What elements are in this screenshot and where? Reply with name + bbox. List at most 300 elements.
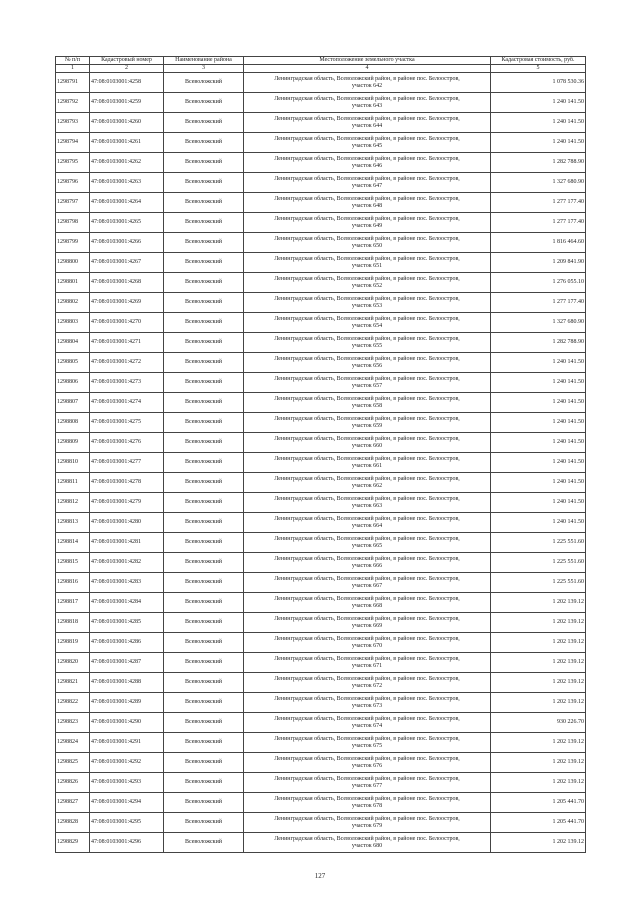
table-row <box>56 233 586 253</box>
cadastral-cost-cell: 1 202 139.12 <box>491 613 586 633</box>
location-line: Ленинградская область, Всеволожский район, в районе пос. Белоостров, <box>274 755 460 762</box>
location-cell <box>244 713 491 733</box>
location-line: Ленинградская область, Всеволожский район, в районе пос. Белоостров, <box>274 555 460 562</box>
row-number-cell: 1298818 <box>56 613 90 633</box>
location-plot-number: участок 673 <box>351 702 383 709</box>
location-plot-number: участок 669 <box>351 622 383 629</box>
cadastral-number-cell: 47:08:0103001:4276 <box>90 433 164 453</box>
location-line: Ленинградская область, Всеволожский район, в районе пос. Белоостров, <box>274 815 460 822</box>
location-line: Ленинградская область, Всеволожский район, в районе пос. Белоостров, <box>274 775 460 782</box>
location-plot-number: участок 663 <box>351 502 383 509</box>
district-name-cell: Всеволожский <box>164 353 244 373</box>
cadastral-number-cell: 47:08:0103001:4294 <box>90 793 164 813</box>
district-name-cell: Всеволожский <box>164 153 244 173</box>
cadastral-number-cell: 47:08:0103001:4281 <box>90 533 164 553</box>
table-row <box>56 733 586 753</box>
column-number-row <box>56 65 586 73</box>
location-plot-number: участок 668 <box>351 602 383 609</box>
cadastral-number-cell: 47:08:0103001:4262 <box>90 153 164 173</box>
row-number-cell: 1298811 <box>56 473 90 493</box>
column-number-cell: 2 <box>90 65 164 73</box>
table-row <box>56 153 586 173</box>
cadastral-cost-cell: 1 225 551.60 <box>491 573 586 593</box>
cadastral-cost-cell: 1 202 139.12 <box>491 693 586 713</box>
location-line: Ленинградская область, Всеволожский район, в районе пос. Белоостров, <box>274 75 460 82</box>
location-plot-number: участок 653 <box>351 302 383 309</box>
location-cell <box>244 653 491 673</box>
district-name-cell: Всеволожский <box>164 453 244 473</box>
location-cell <box>244 313 491 333</box>
row-number-cell: 1298828 <box>56 813 90 833</box>
table-row <box>56 773 586 793</box>
district-name-cell: Всеволожский <box>164 233 244 253</box>
district-name-cell: Всеволожский <box>164 713 244 733</box>
location-plot-number: участок 680 <box>351 842 383 849</box>
row-number-cell: 1298805 <box>56 353 90 373</box>
district-name-cell: Всеволожский <box>164 73 244 93</box>
row-number-cell: 1298825 <box>56 753 90 773</box>
district-name-cell: Всеволожский <box>164 673 244 693</box>
location-line: Ленинградская область, Всеволожский район, в районе пос. Белоостров, <box>274 735 460 742</box>
row-number-cell: 1298827 <box>56 793 90 813</box>
location-line: Ленинградская область, Всеволожский район, в районе пос. Белоостров, <box>274 795 460 802</box>
row-number-cell: 1298803 <box>56 313 90 333</box>
location-cell <box>244 753 491 773</box>
row-number-cell: 1298822 <box>56 693 90 713</box>
district-name-cell: Всеволожский <box>164 313 244 333</box>
location-plot-number: участок 675 <box>351 742 383 749</box>
table-row <box>56 833 586 853</box>
row-number-cell: 1298817 <box>56 593 90 613</box>
cadastral-number-cell: 47:08:0103001:4271 <box>90 333 164 353</box>
location-line: Ленинградская область, Всеволожский район, в районе пос. Белоостров, <box>274 375 460 382</box>
cadastral-cost-cell: 1 240 141.50 <box>491 453 586 473</box>
district-name-cell: Всеволожский <box>164 193 244 213</box>
cadastral-number-cell: 47:08:0103001:4272 <box>90 353 164 373</box>
table-row <box>56 573 586 593</box>
location-line: Ленинградская область, Всеволожский район, в районе пос. Белоостров, <box>274 835 460 842</box>
row-number-cell: 1298813 <box>56 513 90 533</box>
location-line: Ленинградская область, Всеволожский район, в районе пос. Белоостров, <box>274 255 460 262</box>
table-row <box>56 453 586 473</box>
column-number-cell: 1 <box>56 65 90 73</box>
cadastral-cost-cell: 1 240 141.50 <box>491 133 586 153</box>
table-row <box>56 633 586 653</box>
location-plot-number: участок 643 <box>351 102 383 109</box>
row-number-cell: 1298809 <box>56 433 90 453</box>
row-number-cell: 1298792 <box>56 93 90 113</box>
cadastral-cost-cell: 1 240 141.50 <box>491 393 586 413</box>
cadastral-cost-cell: 1 282 788.90 <box>491 153 586 173</box>
location-line: Ленинградская область, Всеволожский район, в районе пос. Белоостров, <box>274 435 460 442</box>
location-cell <box>244 613 491 633</box>
row-number-cell: 1298793 <box>56 113 90 133</box>
district-name-cell: Всеволожский <box>164 653 244 673</box>
location-line: Ленинградская область, Всеволожский район, в районе пос. Белоостров, <box>274 115 460 122</box>
district-name-cell: Всеволожский <box>164 813 244 833</box>
location-cell <box>244 373 491 393</box>
location-plot-number: участок 652 <box>351 282 383 289</box>
district-name-cell: Всеволожский <box>164 733 244 753</box>
district-name-cell: Всеволожский <box>164 133 244 153</box>
district-name-cell: Всеволожский <box>164 333 244 353</box>
table-row <box>56 753 586 773</box>
column-number-cell: 4 <box>244 65 491 73</box>
district-name-cell: Всеволожский <box>164 773 244 793</box>
location-cell <box>244 193 491 213</box>
table-row <box>56 173 586 193</box>
location-plot-number: участок 670 <box>351 642 383 649</box>
cadastral-number-cell: 47:08:0103001:4287 <box>90 653 164 673</box>
cadastral-cost-cell: 1 240 141.50 <box>491 433 586 453</box>
district-name-cell: Всеволожский <box>164 393 244 413</box>
row-number-cell: 1298795 <box>56 153 90 173</box>
location-plot-number: участок 649 <box>351 222 383 229</box>
location-line: Ленинградская область, Всеволожский район, в районе пос. Белоостров, <box>274 655 460 662</box>
location-plot-number: участок 671 <box>351 662 383 669</box>
row-number-cell: 1298796 <box>56 173 90 193</box>
cadastral-cost-cell: 1 202 139.12 <box>491 833 586 853</box>
header-cell: Кадастровая стоимость, руб. <box>491 57 586 65</box>
district-name-cell: Всеволожский <box>164 473 244 493</box>
location-plot-number: участок 674 <box>351 722 383 729</box>
location-plot-number: участок 646 <box>351 162 383 169</box>
cadastral-cost-cell: 1 240 141.50 <box>491 353 586 373</box>
location-line: Ленинградская область, Всеволожский район, в районе пос. Белоостров, <box>274 155 460 162</box>
cadastral-cost-cell: 1 327 680.90 <box>491 173 586 193</box>
location-plot-number: участок 678 <box>351 802 383 809</box>
location-cell <box>244 93 491 113</box>
cadastral-cost-cell: 1 240 141.50 <box>491 413 586 433</box>
table-row <box>56 513 586 533</box>
table-row <box>56 213 586 233</box>
table-row <box>56 493 586 513</box>
table-row <box>56 613 586 633</box>
location-cell <box>244 553 491 573</box>
location-cell <box>244 533 491 553</box>
location-cell <box>244 833 491 853</box>
location-plot-number: участок 661 <box>351 462 383 469</box>
district-name-cell: Всеволожский <box>164 373 244 393</box>
location-plot-number: участок 642 <box>351 82 383 89</box>
cadastral-cost-cell: 1 277 177.40 <box>491 193 586 213</box>
table-row <box>56 93 586 113</box>
table-row <box>56 393 586 413</box>
location-line: Ленинградская область, Всеволожский район, в районе пос. Белоостров, <box>274 395 460 402</box>
location-plot-number: участок 667 <box>351 582 383 589</box>
location-line: Ленинградская область, Всеволожский район, в районе пос. Белоостров, <box>274 95 460 102</box>
location-line: Ленинградская область, Всеволожский район, в районе пос. Белоостров, <box>274 695 460 702</box>
district-name-cell: Всеволожский <box>164 533 244 553</box>
cadastral-cost-cell: 1 276 055.10 <box>491 273 586 293</box>
location-line: Ленинградская область, Всеволожский район, в районе пос. Белоостров, <box>274 295 460 302</box>
row-number-cell: 1298797 <box>56 193 90 213</box>
location-cell <box>244 413 491 433</box>
cadastral-cost-cell: 1 205 441.70 <box>491 813 586 833</box>
table-row <box>56 313 586 333</box>
table-row <box>56 793 586 813</box>
district-name-cell: Всеволожский <box>164 693 244 713</box>
location-line: Ленинградская область, Всеволожский район, в районе пос. Белоостров, <box>274 415 460 422</box>
location-plot-number: участок 664 <box>351 522 383 529</box>
cadastral-cost-cell: 1 240 141.50 <box>491 513 586 533</box>
cadastral-cost-cell: 1 240 141.50 <box>491 493 586 513</box>
district-name-cell: Всеволожский <box>164 633 244 653</box>
table-row <box>56 273 586 293</box>
header-cell: № п/п <box>56 57 90 65</box>
cadastral-number-cell: 47:08:0103001:4286 <box>90 633 164 653</box>
location-plot-number: участок 660 <box>351 442 383 449</box>
table-row <box>56 413 586 433</box>
cadastral-number-cell: 47:08:0103001:4283 <box>90 573 164 593</box>
cadastral-cost-cell: 1 240 141.50 <box>491 113 586 133</box>
row-number-cell: 1298794 <box>56 133 90 153</box>
location-cell <box>244 513 491 533</box>
cadastral-number-cell: 47:08:0103001:4279 <box>90 493 164 513</box>
row-number-cell: 1298820 <box>56 653 90 673</box>
location-plot-number: участок 662 <box>351 482 383 489</box>
table-row <box>56 653 586 673</box>
header-cell: Местоположение земельного участка <box>244 57 491 65</box>
location-cell <box>244 233 491 253</box>
row-number-cell: 1298816 <box>56 573 90 593</box>
location-line: Ленинградская область, Всеволожский район, в районе пос. Белоостров, <box>274 235 460 242</box>
location-line: Ленинградская область, Всеволожский район, в районе пос. Белоостров, <box>274 275 460 282</box>
cadastral-cost-cell: 1 225 551.60 <box>491 553 586 573</box>
cadastral-cost-cell: 1 202 139.12 <box>491 673 586 693</box>
table-row <box>56 73 586 93</box>
location-line: Ленинградская область, Всеволожский район, в районе пос. Белоостров, <box>274 355 460 362</box>
location-line: Ленинградская область, Всеволожский район, в районе пос. Белоостров, <box>274 315 460 322</box>
cadastral-cost-cell: 1 282 788.90 <box>491 333 586 353</box>
row-number-cell: 1298823 <box>56 713 90 733</box>
location-plot-number: участок 648 <box>351 202 383 209</box>
page-number: 127 <box>314 872 326 880</box>
cadastral-number-cell: 47:08:0103001:4288 <box>90 673 164 693</box>
location-cell <box>244 793 491 813</box>
cadastral-number-cell: 47:08:0103001:4284 <box>90 593 164 613</box>
location-cell <box>244 113 491 133</box>
table-row <box>56 553 586 573</box>
cadastral-number-cell: 47:08:0103001:4293 <box>90 773 164 793</box>
location-plot-number: участок 654 <box>351 322 383 329</box>
cadastral-number-cell: 47:08:0103001:4263 <box>90 173 164 193</box>
district-name-cell: Всеволожский <box>164 273 244 293</box>
row-number-cell: 1298799 <box>56 233 90 253</box>
row-number-cell: 1298798 <box>56 213 90 233</box>
row-number-cell: 1298821 <box>56 673 90 693</box>
district-name-cell: Всеволожский <box>164 173 244 193</box>
location-cell <box>244 453 491 473</box>
location-plot-number: участок 657 <box>351 382 383 389</box>
cadastral-number-cell: 47:08:0103001:4270 <box>90 313 164 333</box>
cadastral-number-cell: 47:08:0103001:4265 <box>90 213 164 233</box>
location-plot-number: участок 666 <box>351 562 383 569</box>
cadastral-number-cell: 47:08:0103001:4259 <box>90 93 164 113</box>
location-plot-number: участок 679 <box>351 822 383 829</box>
location-line: Ленинградская область, Всеволожский район, в районе пос. Белоостров, <box>274 195 460 202</box>
location-line: Ленинградская область, Всеволожский район, в районе пос. Белоостров, <box>274 715 460 722</box>
table-row <box>56 293 586 313</box>
cadastral-cost-cell: 1 816 464.60 <box>491 233 586 253</box>
location-line: Ленинградская область, Всеволожский район, в районе пос. Белоостров, <box>274 535 460 542</box>
cadastral-cost-cell: 1 202 139.12 <box>491 653 586 673</box>
location-plot-number: участок 651 <box>351 262 383 269</box>
location-cell <box>244 673 491 693</box>
cadastral-number-cell: 47:08:0103001:4258 <box>90 73 164 93</box>
cadastral-number-cell: 47:08:0103001:4266 <box>90 233 164 253</box>
location-cell <box>244 253 491 273</box>
district-name-cell: Всеволожский <box>164 793 244 813</box>
district-name-cell: Всеволожский <box>164 253 244 273</box>
cadastral-cost-cell: 1 240 141.50 <box>491 473 586 493</box>
table-row <box>56 373 586 393</box>
cadastral-number-cell: 47:08:0103001:4274 <box>90 393 164 413</box>
row-number-cell: 1298812 <box>56 493 90 513</box>
cadastral-cost-cell: 1 225 551.60 <box>491 533 586 553</box>
district-name-cell: Всеволожский <box>164 413 244 433</box>
district-name-cell: Всеволожский <box>164 93 244 113</box>
table-row <box>56 193 586 213</box>
location-line: Ленинградская область, Всеволожский район, в районе пос. Белоостров, <box>274 215 460 222</box>
row-number-cell: 1298829 <box>56 833 90 853</box>
cadastral-number-cell: 47:08:0103001:4295 <box>90 813 164 833</box>
row-number-cell: 1298814 <box>56 533 90 553</box>
cadastral-number-cell: 47:08:0103001:4291 <box>90 733 164 753</box>
row-number-cell: 1298806 <box>56 373 90 393</box>
table-row <box>56 473 586 493</box>
location-cell <box>244 393 491 413</box>
row-number-cell: 1298802 <box>56 293 90 313</box>
location-cell <box>244 433 491 453</box>
district-name-cell: Всеволожский <box>164 613 244 633</box>
cadastral-number-cell: 47:08:0103001:4289 <box>90 693 164 713</box>
header-cell: Кадастровый номер <box>90 57 164 65</box>
location-line: Ленинградская область, Всеволожский район, в районе пос. Белоостров, <box>274 175 460 182</box>
location-cell <box>244 733 491 753</box>
row-number-cell: 1298810 <box>56 453 90 473</box>
location-cell <box>244 213 491 233</box>
row-number-cell: 1298801 <box>56 273 90 293</box>
table-row <box>56 113 586 133</box>
cadastral-table <box>55 56 586 853</box>
table-row <box>56 813 586 833</box>
cadastral-cost-cell: 1 240 141.50 <box>491 373 586 393</box>
cadastral-number-cell: 47:08:0103001:4282 <box>90 553 164 573</box>
cadastral-cost-cell: 1 202 139.12 <box>491 593 586 613</box>
location-plot-number: участок 658 <box>351 402 383 409</box>
table-row <box>56 533 586 553</box>
cadastral-cost-cell: 1 078 530.36 <box>491 73 586 93</box>
location-cell <box>244 693 491 713</box>
header-cell: Наименование района <box>164 57 244 65</box>
district-name-cell: Всеволожский <box>164 433 244 453</box>
location-cell <box>244 773 491 793</box>
row-number-cell: 1298807 <box>56 393 90 413</box>
district-name-cell: Всеволожский <box>164 513 244 533</box>
cadastral-cost-cell: 1 240 141.50 <box>491 93 586 113</box>
row-number-cell: 1298824 <box>56 733 90 753</box>
cadastral-cost-cell: 1 202 139.12 <box>491 773 586 793</box>
cadastral-number-cell: 47:08:0103001:4264 <box>90 193 164 213</box>
district-name-cell: Всеволожский <box>164 833 244 853</box>
row-number-cell: 1298791 <box>56 73 90 93</box>
row-number-cell: 1298826 <box>56 773 90 793</box>
cadastral-number-cell: 47:08:0103001:4292 <box>90 753 164 773</box>
row-number-cell: 1298815 <box>56 553 90 573</box>
cadastral-number-cell: 47:08:0103001:4267 <box>90 253 164 273</box>
row-number-cell: 1298804 <box>56 333 90 353</box>
cadastral-number-cell: 47:08:0103001:4278 <box>90 473 164 493</box>
row-number-cell: 1298800 <box>56 253 90 273</box>
location-cell <box>244 493 491 513</box>
location-plot-number: участок 665 <box>351 542 383 549</box>
cadastral-number-cell: 47:08:0103001:4260 <box>90 113 164 133</box>
location-cell <box>244 273 491 293</box>
table-row <box>56 353 586 373</box>
table-row <box>56 593 586 613</box>
location-line: Ленинградская область, Всеволожский район, в районе пос. Белоостров, <box>274 595 460 602</box>
location-line: Ленинградская область, Всеволожский район, в районе пос. Белоостров, <box>274 475 460 482</box>
location-cell <box>244 573 491 593</box>
table-row <box>56 333 586 353</box>
district-name-cell: Всеволожский <box>164 293 244 313</box>
cadastral-cost-cell: 1 202 139.12 <box>491 733 586 753</box>
table-row <box>56 713 586 733</box>
location-cell <box>244 133 491 153</box>
table-row <box>56 253 586 273</box>
cadastral-number-cell: 47:08:0103001:4296 <box>90 833 164 853</box>
table-row <box>56 133 586 153</box>
location-plot-number: участок 645 <box>351 142 383 149</box>
district-name-cell: Всеволожский <box>164 113 244 133</box>
location-plot-number: участок 647 <box>351 182 383 189</box>
district-name-cell: Всеволожский <box>164 573 244 593</box>
column-number-cell: 3 <box>164 65 244 73</box>
cadastral-cost-cell: 1 205 441.70 <box>491 793 586 813</box>
cadastral-cost-cell: 1 202 139.12 <box>491 633 586 653</box>
location-cell <box>244 813 491 833</box>
district-name-cell: Всеволожский <box>164 493 244 513</box>
column-number-cell: 5 <box>491 65 586 73</box>
location-plot-number: участок 656 <box>351 362 383 369</box>
table-row <box>56 673 586 693</box>
cadastral-number-cell: 47:08:0103001:4285 <box>90 613 164 633</box>
cadastral-number-cell: 47:08:0103001:4261 <box>90 133 164 153</box>
district-name-cell: Всеволожский <box>164 213 244 233</box>
location-line: Ленинградская область, Всеволожский район, в районе пос. Белоостров, <box>274 635 460 642</box>
location-cell <box>244 333 491 353</box>
cadastral-number-cell: 47:08:0103001:4277 <box>90 453 164 473</box>
district-name-cell: Всеволожский <box>164 753 244 773</box>
header-row <box>56 57 586 65</box>
location-plot-number: участок 677 <box>351 782 383 789</box>
location-line: Ленинградская область, Всеволожский район, в районе пос. Белоостров, <box>274 615 460 622</box>
location-cell <box>244 593 491 613</box>
cadastral-number-cell: 47:08:0103001:4275 <box>90 413 164 433</box>
cadastral-number-cell: 47:08:0103001:4280 <box>90 513 164 533</box>
cadastral-number-cell: 47:08:0103001:4290 <box>90 713 164 733</box>
location-cell <box>244 473 491 493</box>
location-line: Ленинградская область, Всеволожский район, в районе пос. Белоостров, <box>274 495 460 502</box>
location-line: Ленинградская область, Всеволожский район, в районе пос. Белоостров, <box>274 455 460 462</box>
cadastral-number-cell: 47:08:0103001:4273 <box>90 373 164 393</box>
location-cell <box>244 73 491 93</box>
location-plot-number: участок 659 <box>351 422 383 429</box>
location-plot-number: участок 650 <box>351 242 383 249</box>
district-name-cell: Всеволожский <box>164 553 244 573</box>
cadastral-cost-cell: 1 327 680.90 <box>491 313 586 333</box>
